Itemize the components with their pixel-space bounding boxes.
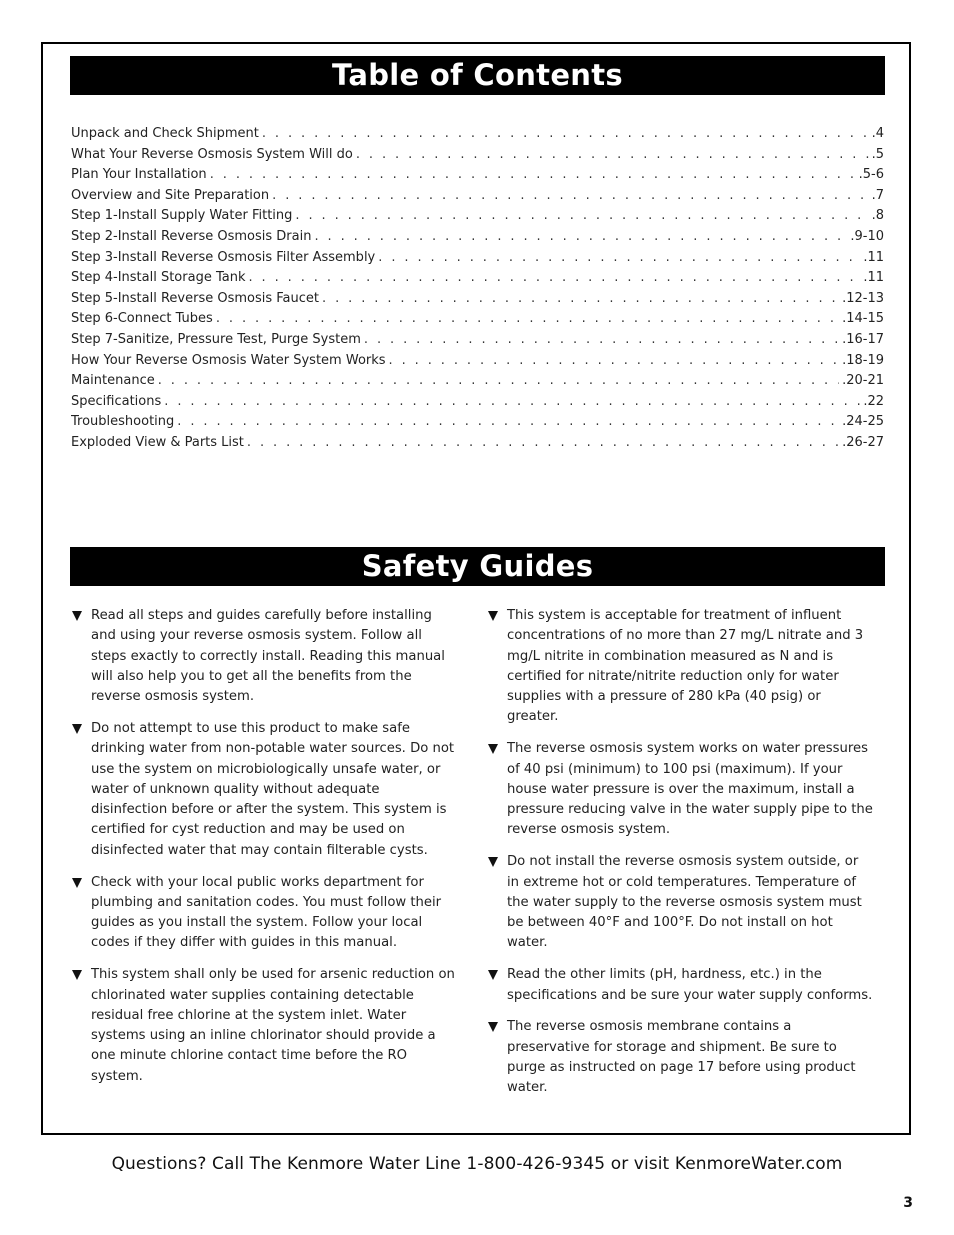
safety-item bbox=[488, 739, 873, 840]
footer-contact-line: Questions? Call The Kenmore Water Line 1-800-426-9345 or visit KenmoreWater.com bbox=[111, 1154, 843, 1174]
toc-entry bbox=[71, 309, 884, 330]
toc-entry bbox=[71, 145, 884, 166]
toc-leader-dots bbox=[216, 309, 839, 330]
toc-entry bbox=[71, 351, 884, 372]
toc-entry-title: Step 4-Install Storage Tank bbox=[71, 270, 246, 286]
safety-item-text: The reverse osmosis membrane contains a preservative for storage and shipment. Be sure to purge as instructed on page 17 before using product water. bbox=[507, 1019, 856, 1096]
table-of-contents bbox=[71, 124, 884, 454]
toc-leader-dots bbox=[322, 289, 839, 310]
toc-leader-dots bbox=[378, 248, 860, 269]
safety-item-text: This system is acceptable for treatment of influent concentrations of no more than 27 mg/L nitrate and 3 mg/L nitrite in combination measured as N and is certified for nitrate/nitrite reduction only for water supplies with a pressure of 280 kPa (40 psig) or greater. bbox=[507, 608, 864, 725]
toc-entry-title: Plan Your Installation bbox=[71, 167, 207, 183]
toc-entry-title: How Your Reverse Osmosis Water System Works bbox=[71, 352, 386, 368]
safety-item-text: Check with your local public works department for plumbing and sanitation codes. You must follow their guides as you install the system. Follow your local codes if they differ with guides in this manual. bbox=[91, 874, 442, 951]
toc-entry-title: Step 1-Install Supply Water Fitting bbox=[71, 208, 293, 224]
bullet-triangle-icon bbox=[488, 1022, 498, 1032]
toc-entry-title: Overview and Site Preparation bbox=[71, 187, 270, 203]
bullet-triangle-icon bbox=[72, 878, 82, 888]
toc-entry-page: .24-25 bbox=[842, 414, 884, 430]
toc-entry-title: Unpack and Check Shipment bbox=[71, 126, 259, 141]
toc-entry bbox=[71, 124, 884, 145]
toc-entry-title: Exploded View & Parts List bbox=[71, 434, 244, 450]
toc-leader-dots bbox=[314, 227, 847, 248]
safety-item-text: Read the other limits (pH, hardness, etc.) in the specifications and be sure your water supply conforms. bbox=[507, 967, 873, 1003]
safety-item-text: Do not attempt to use this product to make safe drinking water from non-potable water sources. Do not use the system on microbiologically unsafe water, or water of unknown quality without adequate disinfection before or after the system. This system is certified for cyst reduction and may be used on disinfected water that may contain filterable cysts. bbox=[91, 720, 455, 858]
page-number: 3 bbox=[903, 1195, 913, 1211]
toc-entry-page: .18-19 bbox=[842, 352, 884, 368]
toc-leader-dots bbox=[210, 165, 856, 186]
bullet-triangle-icon bbox=[72, 724, 82, 734]
safety-item-text: Read all steps and guides carefully before installing and using your reverse osmosis system. Follow all steps exactly to correctly install. Reading this manual will also help you to get all the benefits from the reverse osmosis system. bbox=[91, 608, 445, 705]
toc-leader-dots bbox=[164, 392, 860, 413]
toc-entry-page: .11 bbox=[863, 270, 884, 286]
toc-entry-title: Specifications bbox=[71, 393, 162, 409]
toc-entry-title: Step 5-Install Reverse Osmosis Faucet bbox=[71, 290, 319, 306]
toc-entry bbox=[71, 371, 884, 392]
toc-leader-dots bbox=[272, 186, 868, 207]
safety-item bbox=[488, 1017, 873, 1098]
bullet-triangle-icon bbox=[488, 970, 498, 980]
bullet-triangle-icon bbox=[488, 744, 498, 754]
safety-item bbox=[72, 873, 457, 954]
safety-item-text: This system shall only be used for arsenic reduction on chlorinated water supplies containing detectable residual free chlorine at the system inlet. Water systems using an inline chlorinator should provide a one minute chlorine contact time before the RO system. bbox=[91, 967, 455, 1084]
toc-entry bbox=[71, 392, 884, 413]
toc-entry bbox=[71, 206, 884, 227]
toc-entry-title: Maintenance bbox=[71, 373, 155, 389]
toc-entry-page: .12-13 bbox=[842, 290, 884, 306]
toc-leader-dots bbox=[356, 145, 869, 166]
toc-entry-page: .22 bbox=[863, 393, 884, 409]
safety-column-left bbox=[72, 606, 457, 1099]
toc-entry-page: .8 bbox=[871, 208, 884, 224]
toc-entry-title: Step 7-Sanitize, Pressure Test, Purge System bbox=[71, 331, 361, 347]
toc-entry-page: .5-6 bbox=[858, 167, 884, 183]
toc-entry-title: Step 2-Install Reverse Osmosis Drain bbox=[71, 228, 312, 244]
toc-entry bbox=[71, 227, 884, 248]
toc-entry bbox=[71, 433, 884, 454]
safety-heading: Safety Guides bbox=[70, 547, 885, 586]
toc-entry-page: .5 bbox=[871, 146, 884, 162]
bullet-triangle-icon bbox=[488, 611, 498, 621]
toc-entry bbox=[71, 268, 884, 289]
safety-item-text: Do not install the reverse osmosis system outside, or in extreme hot or cold temperatures. Temperature of the water supply to the reverse osmosis system must be between 40°F and 100°F. Do not install on hot water. bbox=[507, 854, 862, 951]
toc-entry-page: .11 bbox=[863, 249, 884, 265]
safety-item bbox=[72, 719, 457, 861]
toc-entry bbox=[71, 165, 884, 186]
toc-entry-title: Step 3-Install Reverse Osmosis Filter Assembly bbox=[71, 249, 376, 265]
toc-entry-title: Troubleshooting bbox=[71, 414, 175, 430]
bullet-triangle-icon bbox=[488, 857, 498, 867]
safety-item bbox=[72, 965, 457, 1087]
toc-leader-dots bbox=[247, 433, 839, 454]
toc-leader-dots bbox=[364, 330, 839, 351]
safety-item-text: The reverse osmosis system works on water pressures of 40 psi (minimum) to 100 psi (maximum). If your house water pressure is over the maximum, install a pressure reducing valve in the water supply pipe to the reverse osmosis system. bbox=[507, 741, 873, 838]
toc-entry-page: .20-21 bbox=[842, 373, 884, 389]
toc-leader-dots bbox=[158, 371, 839, 392]
toc-entry bbox=[71, 248, 884, 269]
safety-item bbox=[488, 606, 873, 728]
toc-entry-title: Step 6-Connect Tubes bbox=[71, 311, 213, 327]
toc-entry-page: .9-10 bbox=[850, 228, 884, 244]
toc-entry-title: What Your Reverse Osmosis System Will do bbox=[71, 146, 353, 162]
toc-entry bbox=[71, 289, 884, 310]
toc-entry-page: .26-27 bbox=[842, 434, 884, 450]
toc-entry-page: .4 bbox=[871, 126, 884, 141]
bullet-triangle-icon bbox=[72, 611, 82, 621]
toc-entry bbox=[71, 186, 884, 207]
bullet-triangle-icon bbox=[72, 970, 82, 980]
toc-entry-page: .14-15 bbox=[842, 311, 884, 327]
toc-leader-dots bbox=[262, 124, 869, 145]
toc-leader-dots bbox=[248, 268, 860, 289]
toc-entry-page: .16-17 bbox=[842, 331, 884, 347]
safety-item bbox=[488, 965, 873, 1006]
safety-item bbox=[488, 852, 873, 953]
safety-item bbox=[72, 606, 457, 707]
toc-entry-page: .7 bbox=[871, 187, 884, 203]
toc-entry bbox=[71, 412, 884, 433]
toc-leader-dots bbox=[177, 412, 839, 433]
toc-leader-dots bbox=[389, 351, 840, 372]
toc-heading: Table of Contents bbox=[70, 56, 885, 95]
safety-column-right bbox=[488, 606, 873, 1110]
toc-leader-dots bbox=[295, 206, 868, 227]
toc-entry bbox=[71, 330, 884, 351]
